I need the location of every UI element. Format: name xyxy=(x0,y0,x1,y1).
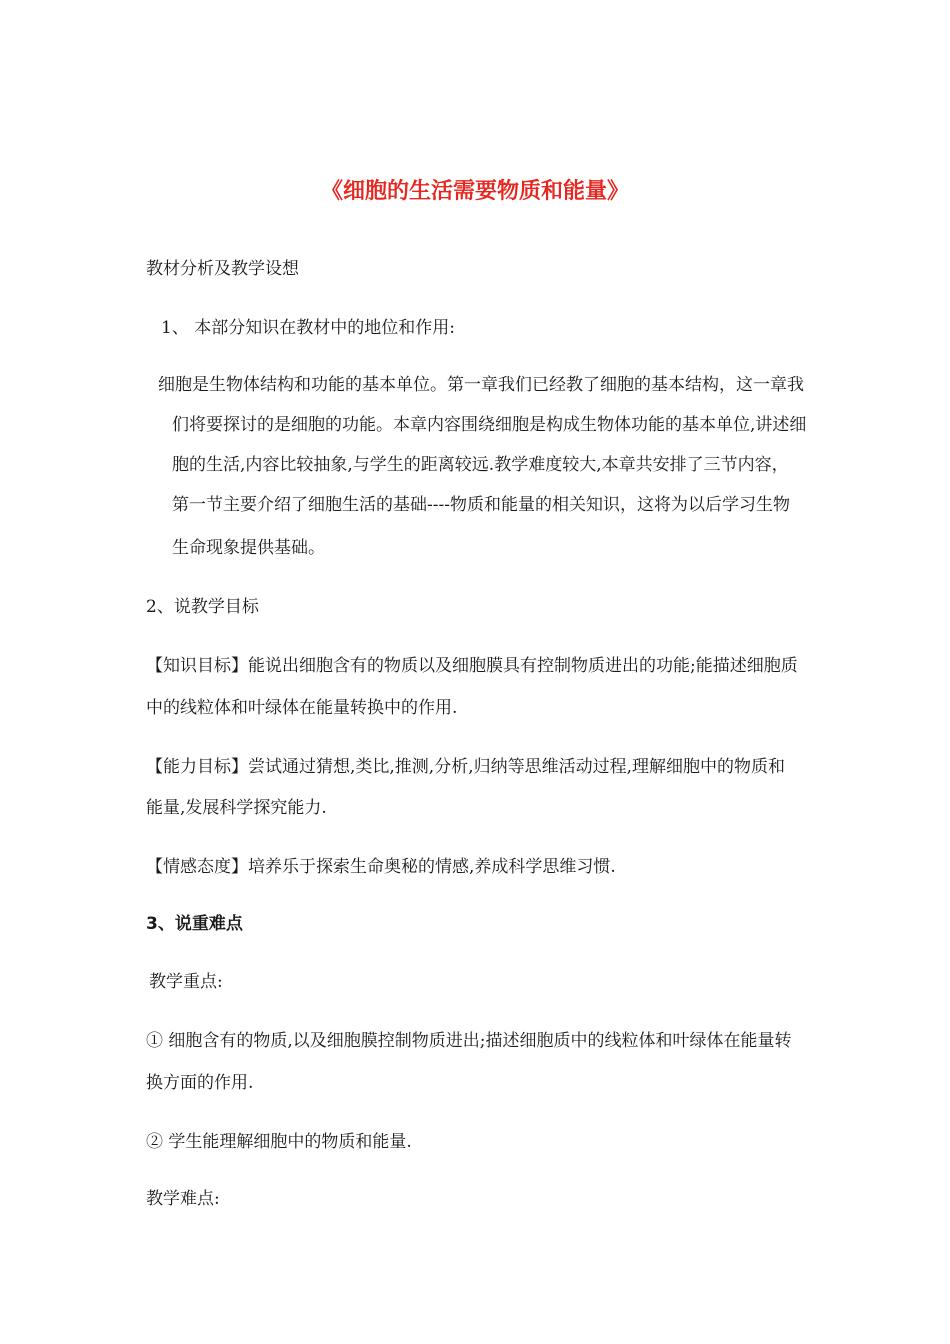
key-point-1-line: ① 细胞含有的物质,以及细胞膜控制物质进出;描述细胞质中的线粒体和叶绿体在能量转 xyxy=(146,1031,792,1051)
key-point-2-line: ② 学生能理解细胞中的物质和能量. xyxy=(146,1132,412,1152)
key-point-1-line: 换方面的作用. xyxy=(146,1073,254,1093)
item3-heading: 3、说重难点 xyxy=(146,914,243,934)
difficulty-label: 教学难点: xyxy=(146,1189,220,1209)
item1-paragraph-line: 们将要探讨的是细胞的功能。本章内容围绕细胞是构成生物体功能的基本单位,讲述细 xyxy=(172,415,807,435)
document-title: 《细胞的生活需要物质和能量》 xyxy=(320,179,629,204)
item1-paragraph-line: 胞的生活,内容比较抽象,与学生的距离较远.教学难度较大,本章共安排了三节内容， xyxy=(172,455,789,475)
knowledge-goal-line: 中的线粒体和叶绿体在能量转换中的作用. xyxy=(146,698,458,718)
item1-paragraph-line: 第一节主要介绍了细胞生活的基础----物质和能量的相关知识，这将为以后学习生物 xyxy=(172,495,790,515)
ability-goal-line: 能量,发展科学探究能力. xyxy=(146,798,327,818)
knowledge-goal-line: 【知识目标】能说出细胞含有的物质以及细胞膜具有控制物质进出的功能;能描述细胞质 xyxy=(146,656,798,676)
ability-goal-line: 【能力目标】尝试通过猜想,类比,推测,分析,归纳等思维活动过程,理解细胞中的物质和 xyxy=(146,757,786,777)
key-points-label: 教学重点: xyxy=(149,972,223,992)
section-heading: 教材分析及教学设想 xyxy=(146,259,299,279)
item1-heading: 1、 本部分知识在教材中的地位和作用: xyxy=(161,318,455,338)
item1-paragraph-line: 细胞是生物体结构和功能的基本单位。第一章我们已经教了细胞的基本结构，这一章我 xyxy=(158,375,804,395)
item2-heading: 2、说教学目标 xyxy=(146,597,259,617)
item1-paragraph-line: 生命现象提供基础。 xyxy=(172,538,325,558)
emotion-goal-line: 【情感态度】培养乐于探索生命奥秘的情感,养成科学思维习惯. xyxy=(146,857,616,877)
